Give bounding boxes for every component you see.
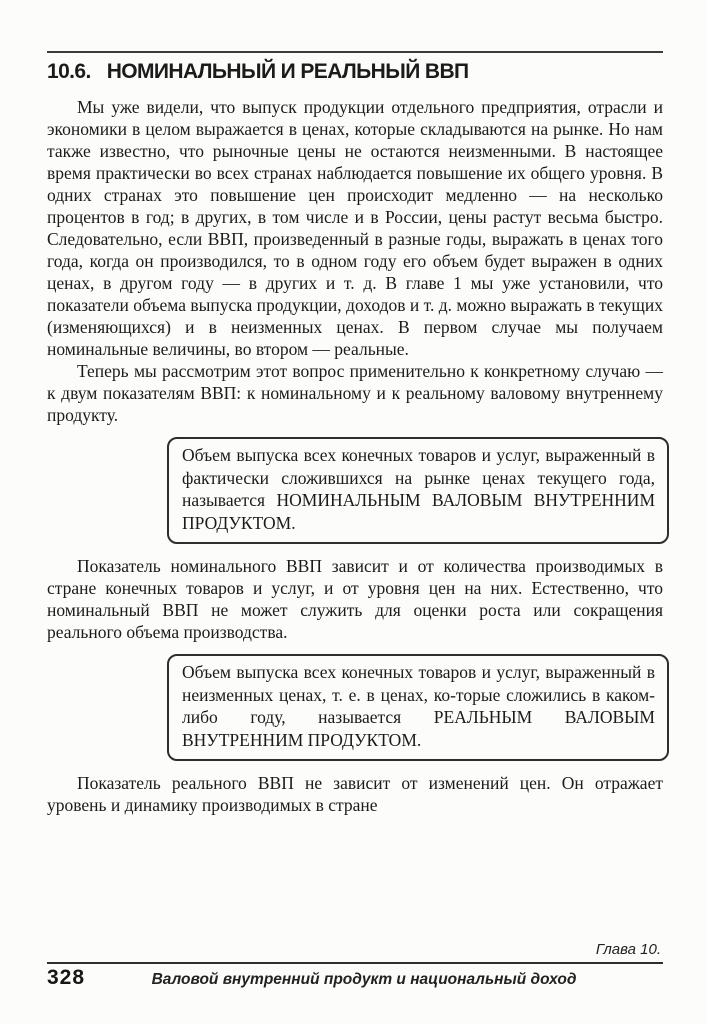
header-rule (47, 51, 663, 53)
definition-box-real-gdp (167, 654, 669, 761)
paragraph-nominal-gdp-comment: Показатель номинального ВВП зависит и от количества производимых в стране конечных товаров и услуг, и от уровня цен на них. Естественно, что номинальный ВВП не может служить для оценки роста или сокращения реального объема производства. (47, 556, 663, 642)
section-title: НОМИНАЛЬНЫЙ И РЕАЛЬНЫЙ ВВП (106, 60, 469, 83)
definition-box-nominal-gdp (167, 437, 669, 544)
paragraph-transition: Теперь мы рассмотрим этот вопрос применительно к конкретному случаю — к двум показателям ВВП: к номинальному и к реальному валовому внутреннему продукту. (47, 361, 663, 425)
paragraph-real-gdp-comment: Показатель реального ВВП не зависит от изменений цен. Он отражает уровень и динамику производимых в стране (47, 773, 663, 815)
section-number: 10.6. (47, 60, 91, 83)
definition-text-real-gdp: Объем выпуска всех конечных товаров и услуг, выраженный в неизменных ценах, т. е. в ценах, ко-торые сложились в каком-либо году, называется РЕАЛЬНЫМ ВАЛОВЫМ ВНУТРЕННИМ ПРОДУКТОМ. (182, 662, 655, 750)
page-content (47, 0, 663, 816)
definition-text-nominal-gdp: Объем выпуска всех конечных товаров и услуг, выраженный в фактически сложившихся на рынке ценах текущего года, называется НОМИНАЛЬНЫМ ВАЛОВЫМ ВНУТРЕННИМ ПРОДУКТОМ. (182, 445, 655, 533)
chapter-reference: Глава 10. (595, 941, 661, 958)
section-heading (47, 60, 663, 84)
paragraph-intro: Мы уже видели, что выпуск продукции отдельного предприятия, отрасли и экономики в целом выражается в ценах, которые складываются на рынке. Но нам также известно, что рыночные цены не остаются неизменными. В настоящее время практически во всех странах наблюдается повышение их общего уровня. В одних странах это повышение цен происходит медленно — на несколько процентов в год; в других, в том числе и в России, цены растут весьма быстро. Следовательно, если ВВП, произведенный в разные годы, выражать в ценах того года, когда он производился, то в одном году его объем будет выражен в одних ценах, в другом году — в других и т. д. В главе 1 мы уже установили, что показатели объема выпуска продукции, доходов и т. д. можно выражать в текущих (изменяющихся) и в неизменных ценах. В первом случае мы получаем номинальные величины, во втором — реальные. (47, 97, 663, 359)
page-footer (47, 941, 663, 990)
page-number: 328 (47, 966, 86, 989)
footer-rule (47, 962, 663, 964)
running-title: Валовой внутренний продукт и национальный доход (151, 971, 577, 988)
footer-row (47, 966, 663, 990)
